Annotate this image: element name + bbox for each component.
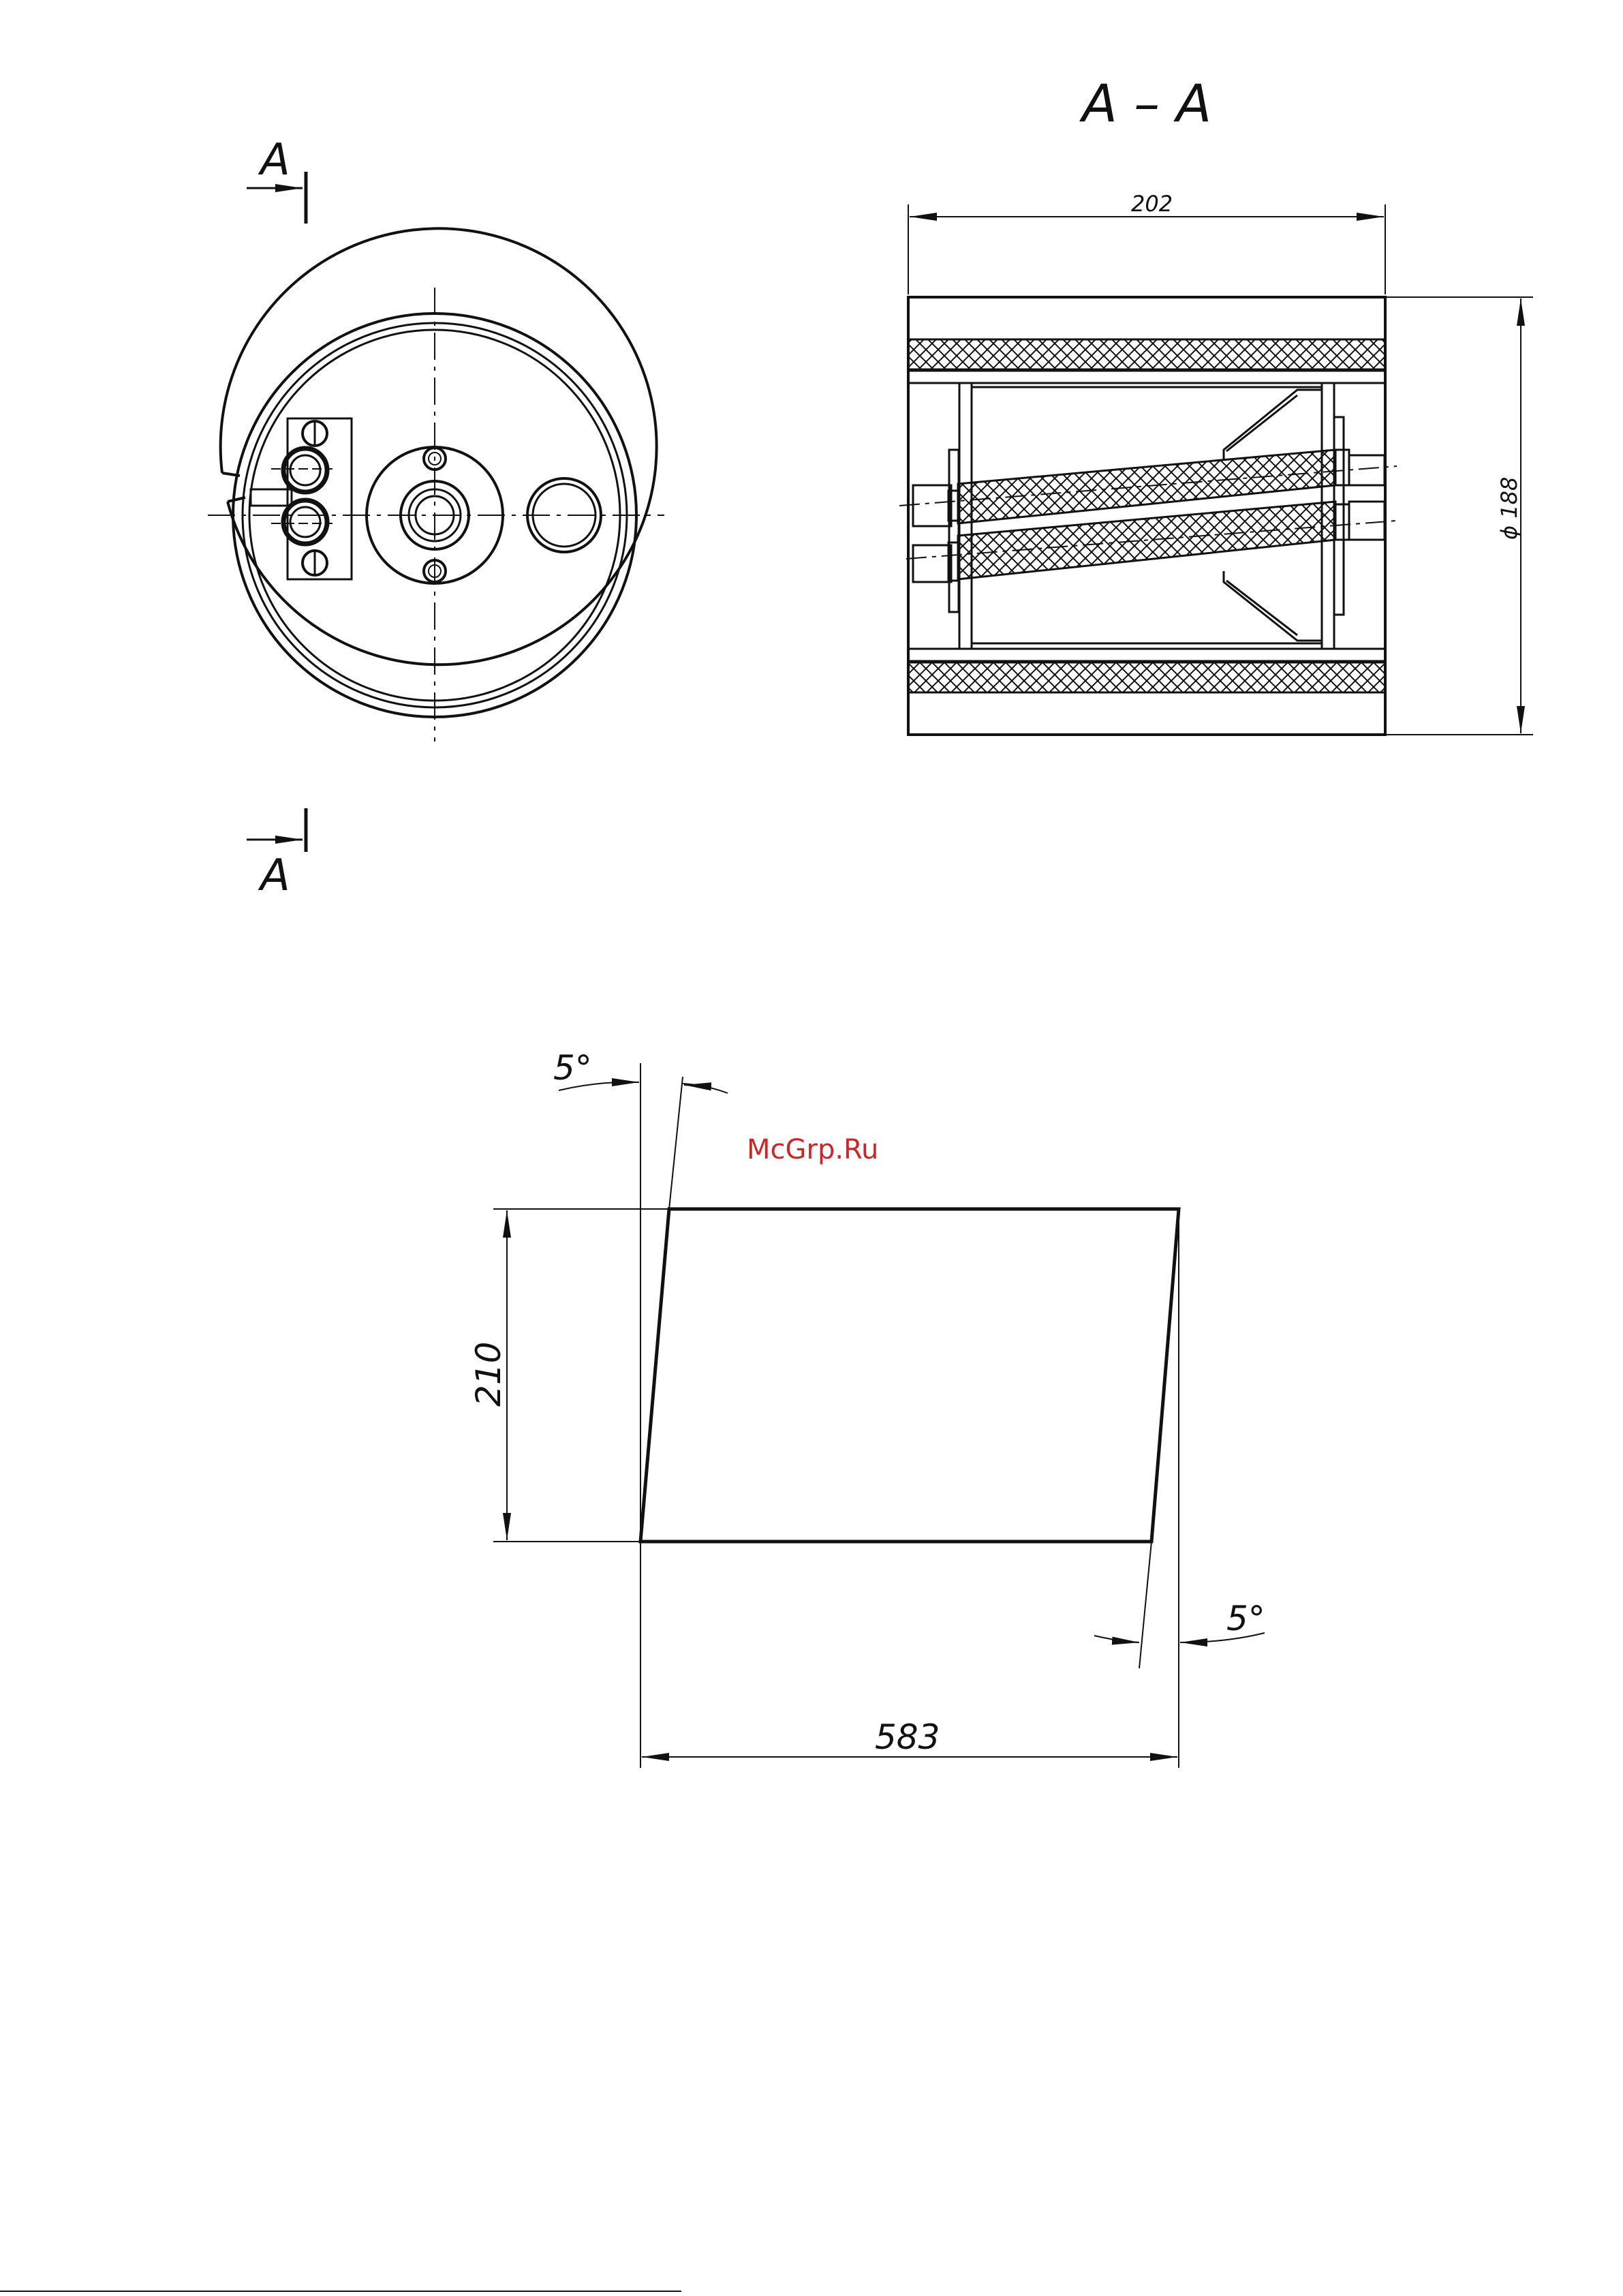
dimension-diameter (1385, 297, 1533, 735)
insulation-top (908, 339, 1385, 369)
section-mark-top-label: A (260, 135, 290, 185)
watermark: McGrp.Ru (747, 1134, 879, 1165)
dimension-height (469, 1210, 508, 1540)
section-mark-bottom (247, 808, 306, 901)
dimension-height-label: 210 (469, 1341, 508, 1407)
dimension-length (642, 1717, 1177, 1757)
pattern-outline (640, 1209, 1179, 1542)
development-pattern (469, 1048, 1265, 1768)
dimension-diameter-label: ϕ 188 (1496, 476, 1522, 540)
dimension-width (908, 191, 1385, 294)
dimension-angle-bottom-label: 5° (1226, 1599, 1265, 1638)
dimension-angle-bottom (1094, 1599, 1265, 1642)
front-view (208, 135, 664, 901)
terminal-bracket (251, 418, 352, 579)
insulation-bottom (908, 662, 1385, 692)
section-mark-top (247, 135, 306, 224)
section-mark-bottom-label: A (260, 851, 290, 901)
section-view-a-a (899, 73, 1533, 735)
dimension-angle-top-label: 5° (553, 1048, 592, 1088)
dimension-width-label: 202 (1131, 191, 1173, 217)
dimension-length-label: 583 (875, 1717, 940, 1757)
section-title: A – A (1082, 73, 1212, 134)
